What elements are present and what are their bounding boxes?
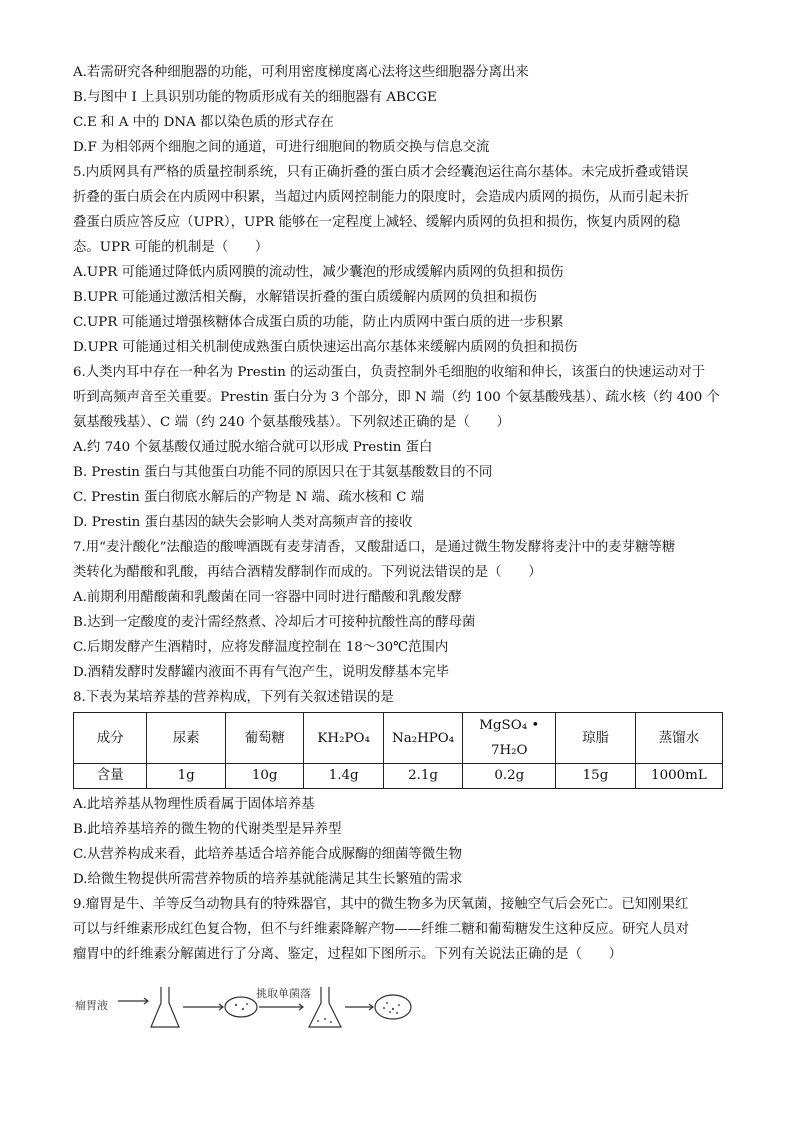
- text-line: C. Prestin 蛋白彻底水解后的产物是 N 端、疏水核和 C 端: [73, 490, 425, 505]
- text-line: B.与图中 I 上具识别功能的物质形成有关的细胞器有 ABCGE: [73, 90, 437, 105]
- table-cell: 15g: [556, 764, 636, 789]
- text-line: 8.下表为某培养基的营养构成，下列有关叙述错误的是: [73, 690, 394, 705]
- text-line: C.后期发酵产生酒精时，应将发酵温度控制在 18～30℃范围内: [73, 640, 449, 655]
- text-line: B.此培养基培养的微生物的代谢类型是异养型: [73, 822, 342, 837]
- text-line: A.前期利用醋酸菌和乳酸菌在同一容器中同时进行醋酸和乳酸发酵: [73, 590, 462, 605]
- text-line: 可以与纤维素形成红色复合物，但不与纤维素降解产物——纤维二糖和葡萄糖发生这种反应。研究人员对: [73, 922, 689, 937]
- petri-dish-2-icon: [375, 995, 411, 1019]
- table-cell: 1g: [147, 764, 225, 789]
- table-cell: 1.4g: [304, 764, 383, 789]
- figure-label-rumen-fluid: 瘤胃液: [75, 999, 108, 1012]
- petri-dish-icon: [225, 997, 257, 1017]
- nutrient-table: [73, 712, 723, 789]
- text-line: C.从营养构成来看，此培养基适合培养能合成脲酶的细菌等微生物: [73, 847, 462, 862]
- table-header-row: [74, 713, 723, 764]
- text-line: B.达到一定酸度的麦汁需经熬煮、冷却后才可接种抗酸性高的酵母菌: [73, 615, 476, 630]
- text-line: 9.瘤胃是牛、羊等反刍动物具有的特殊器官，其中的微生物多为厌氧菌，接触空气后会死亡。已知刚果红: [73, 897, 689, 912]
- text-line: 氨基酸残基）、C 端（约 240 个氨基酸残基）。下列叙述正确的是（ ）: [73, 415, 510, 430]
- text-line: D. Prestin 蛋白基因的缺失会影响人类对高频声音的接收: [73, 515, 413, 530]
- text-line: D.F 为相邻两个细胞之间的通道，可进行细胞间的物质交换与信息交流: [73, 140, 490, 155]
- table-header-cell: 蒸馏水: [635, 713, 722, 764]
- table-cell: 0.2g: [463, 764, 556, 789]
- text-line: A.约 740 个氨基酸仅通过脱水缩合就可以形成 Prestin 蛋白: [73, 440, 433, 455]
- figure-label-pick-colony: 挑取单菌落: [256, 987, 311, 1000]
- experiment-flow-diagram: [73, 979, 473, 1039]
- question-text-top: [73, 60, 723, 710]
- text-line: 类转化为醋酸和乳酸，再结合酒精发酵制作而成的。下列说法错误的是（ ）: [73, 565, 542, 580]
- text-line: A.UPR 可能通过降低内质网膜的流动性，减少囊泡的形成缓解内质网的负担和损伤: [73, 265, 564, 280]
- table-header-cell: MgSO₄ • 7H₂O: [463, 713, 556, 764]
- flask-2-icon: [309, 987, 341, 1027]
- flask-1-icon: [151, 987, 179, 1027]
- text-line: A.若需研究各种细胞器的功能，可利用密度梯度离心法将这些细胞器分离出来: [73, 65, 529, 80]
- experiment-figure: [73, 979, 723, 1039]
- table-header-cell: 琼脂: [556, 713, 636, 764]
- text-line: C.E 和 A 中的 DNA 都以染色质的形式存在: [73, 115, 334, 130]
- text-line: D.UPR 可能通过相关机制使成熟蛋白质快速运出高尔基体来缓解内质网的负担和损伤: [73, 340, 578, 355]
- text-line: 听到高频声音至关重要。Prestin 蛋白分为 3 个部分，即 N 端（约 100 个氨基酸残基）、疏水核（约 400 个: [73, 390, 720, 405]
- text-line: 态。UPR 可能的机制是（ ）: [73, 240, 269, 255]
- table-cell: 含量: [74, 764, 147, 789]
- text-line: 叠蛋白质应答反应（UPR），UPR 能够在一定程度上减轻、缓解内质网的负担和损伤，恢复内质网的稳: [73, 215, 681, 230]
- table-cell: 1000mL: [635, 764, 722, 789]
- text-line: D.酒精发酵时发酵罐内液面不再有气泡产生，说明发酵基本完毕: [73, 665, 450, 680]
- question-text-bottom: [73, 792, 723, 967]
- text-line: 折叠的蛋白质会在内质网中积累，当超过内质网控制能力的限度时，会造成内质网的损伤，从而引起未折: [73, 190, 689, 205]
- text-line: A.此培养基从物理性质看属于固体培养基: [73, 797, 315, 812]
- text-line: 6.人类内耳中存在一种名为 Prestin 的运动蛋白，负责控制外毛细胞的收缩和伸长，该蛋白的快速运动对于: [73, 365, 706, 380]
- text-line: C.UPR 可能通过增强核糖体合成蛋白质的功能，防止内质网中蛋白质的进一步积累: [73, 315, 564, 330]
- table-header-cell: 尿素: [147, 713, 225, 764]
- text-line: B. Prestin 蛋白与其他蛋白功能不同的原因只在于其氨基酸数目的不同: [73, 465, 493, 480]
- table-row: [74, 764, 723, 789]
- text-line: 7.用“麦汁酸化”法酿造的酸啤酒既有麦芽清香，又酸甜适口，是通过微生物发酵将麦汁中的麦芽糖等糖: [73, 540, 676, 555]
- text-line: B.UPR 可能通过激活相关酶，水解错误折叠的蛋白质缓解内质网的负担和损伤: [73, 290, 537, 305]
- text-line: 瘤胃中的纤维素分解菌进行了分离、鉴定，过程如下图所示。下列有关说法正确的是（ ）: [73, 947, 623, 962]
- table-header-cell: Na₂HPO₄: [383, 713, 463, 764]
- table-cell: 10g: [225, 764, 304, 789]
- text-line: D.给微生物提供所需营养物质的培养基就能满足其生长繁殖的需求: [73, 872, 463, 887]
- table-header-cell: KH₂PO₄: [304, 713, 383, 764]
- table-header-cell: 成分: [74, 713, 147, 764]
- table-header-cell: 葡萄糖: [225, 713, 304, 764]
- document-page: [73, 60, 723, 1039]
- table-cell: 2.1g: [383, 764, 463, 789]
- text-line: 5.内质网具有严格的质量控制系统，只有正确折叠的蛋白质才会经囊泡运往高尔基体。未完成折叠或错误: [73, 165, 689, 180]
